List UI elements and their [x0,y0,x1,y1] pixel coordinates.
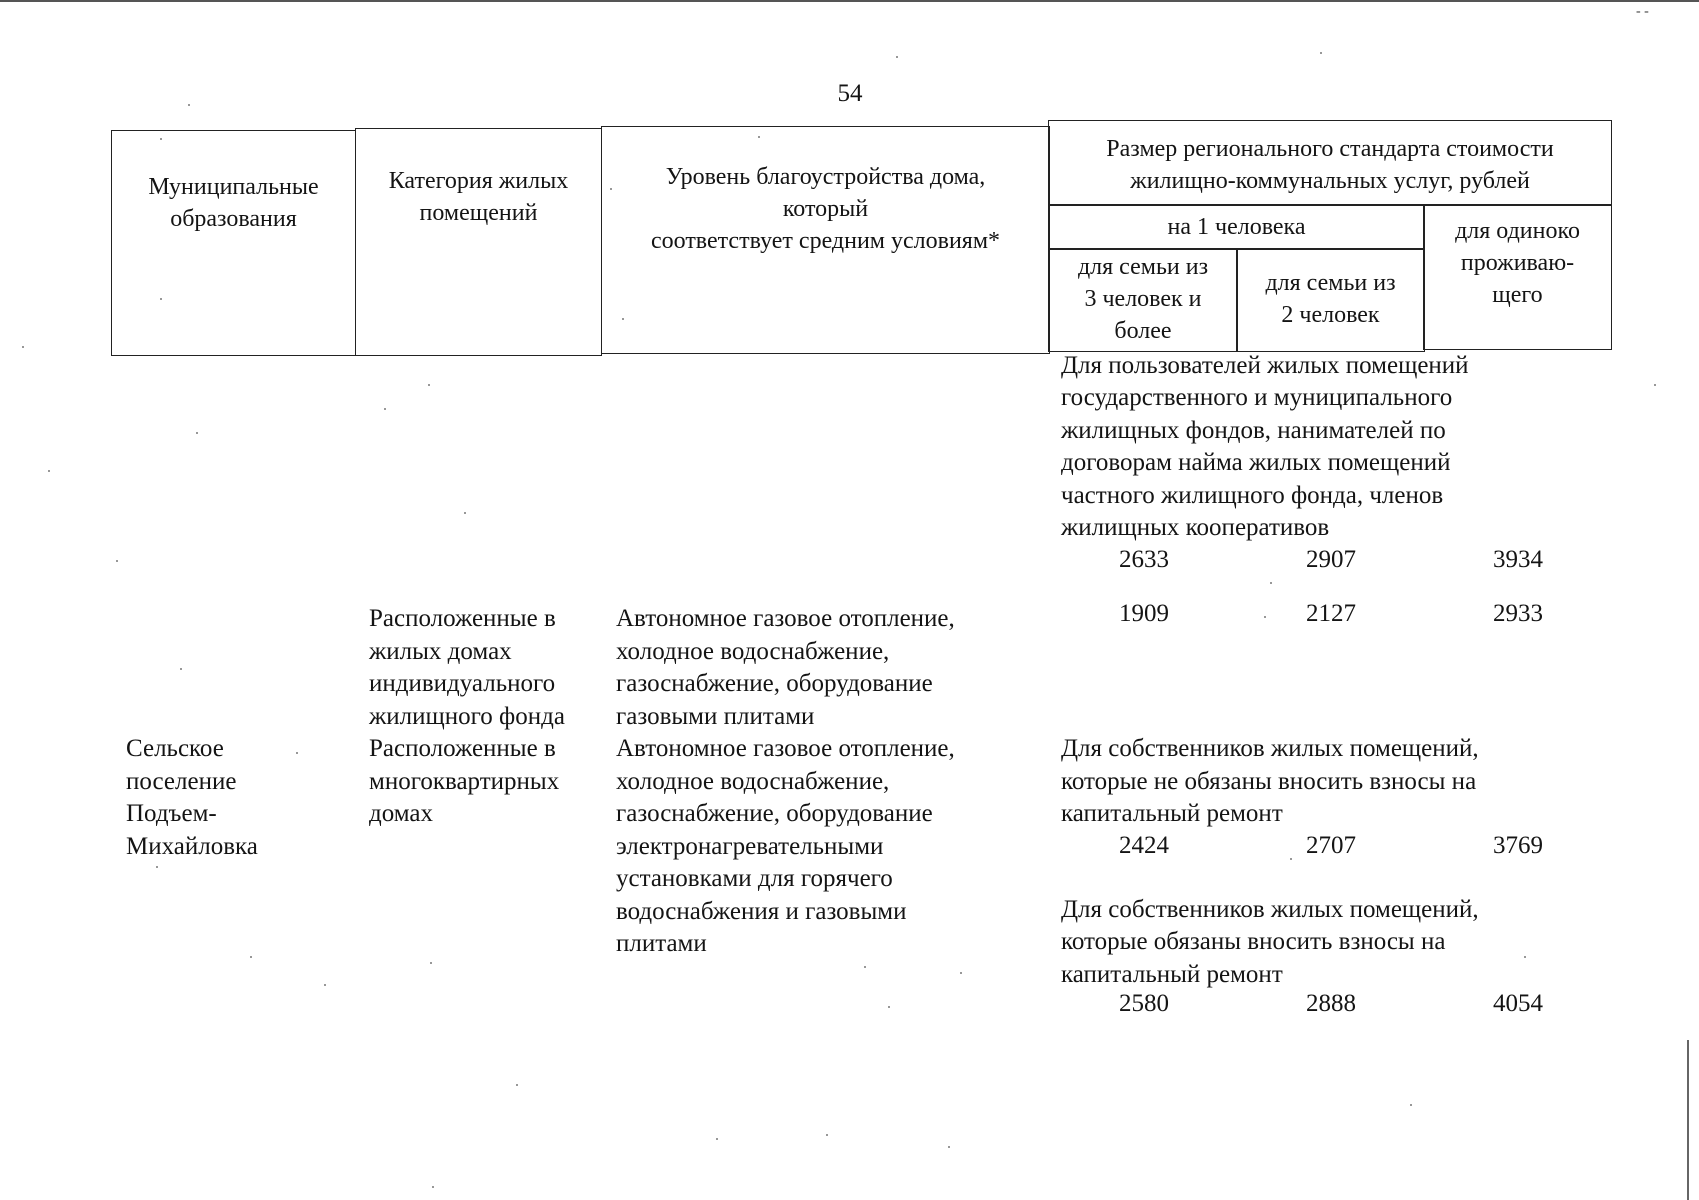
speck [180,668,182,670]
category-line: жилых домах [369,638,512,665]
level-line: водоснабжения и газовыми [616,898,907,925]
caption-line: Для собственников жилых помещений, [1061,735,1479,762]
caption-line: жилищных фондов, нанимателей по [1061,417,1446,444]
caption-line: Для собственников жилых помещений, [1061,896,1479,923]
header-municipal [111,130,356,356]
speck [432,1186,434,1188]
header-family3-line: для семьи из [1077,254,1209,280]
header-category-line: Категория жилых [388,168,569,194]
speck [296,752,298,754]
level-line: холодное водоснабжение, [616,638,890,665]
header-family2 [1236,248,1425,352]
municipality-line: Михайловка [126,833,258,860]
page-number: 54 [837,80,863,107]
header-family2-line: 2 человек [1281,302,1380,328]
caption-line: Для пользователей жилых помещений [1061,352,1469,379]
header-level-line: Уровень благоустройства дома, [665,164,986,190]
level-line: плитами [616,930,707,957]
value-single: 3769 [1493,832,1543,859]
category-line: Расположенные в [369,605,556,632]
value-family2: 2888 [1306,990,1356,1017]
header-level [601,126,1050,354]
header-level-line: который [782,196,869,222]
header-per-person-label: на 1 человека [1167,214,1306,240]
level-line: электронагревательными [616,833,884,860]
speck [160,298,162,300]
speck [48,470,50,472]
header-level-line: соответствует средним условиям* [650,228,1001,254]
page-top-edge [0,0,1699,2]
speck [464,512,466,514]
header-single-line: для одиноко [1455,218,1580,244]
category-line: домах [369,800,433,827]
speck [516,1084,518,1086]
municipality-line: поселение [126,768,237,795]
speck [826,1134,828,1136]
header-municipal-line: Муниципальные [148,174,319,200]
value-single: 4054 [1493,990,1543,1017]
caption-line: которые обязаны вносить взносы на [1061,928,1446,955]
value-family3: 2580 [1119,990,1169,1017]
header-standard-line: Размер регионального стандарта стоимости [1106,136,1554,162]
speck [1410,1104,1412,1106]
speck [156,866,158,868]
speck [160,138,162,140]
speck [622,318,624,320]
header-standard [1048,120,1612,206]
header-category-line: помещений [419,200,538,226]
caption-line: государственного и муниципального [1061,384,1453,411]
caption-line: капитальный ремонт [1061,800,1283,827]
category-line: многоквартирных [369,768,560,795]
speck [1654,384,1656,386]
value-single: 2933 [1493,600,1543,627]
speck [188,104,190,106]
level-line: газовыми плитами [616,703,815,730]
header-family3-line: 3 человек и [1084,286,1202,312]
speck [324,984,326,986]
speck [758,136,760,138]
category-line: Расположенные в [369,735,556,762]
level-line: холодное водоснабжение, [616,768,890,795]
speck [428,384,430,386]
speck [116,560,118,562]
header-single [1423,204,1612,350]
speck [430,962,432,964]
value-family3: 2424 [1119,832,1169,859]
header-per-person [1048,204,1425,250]
level-line: газоснабжение, оборудование [616,670,933,697]
value-family2: 2127 [1306,600,1356,627]
value-family3: 2633 [1119,546,1169,573]
speck [1320,52,1322,54]
speck [384,408,386,410]
speck [22,346,24,348]
speck [716,1138,718,1140]
caption-line: жилищных кооперативов [1061,514,1330,541]
speck [1290,858,1292,860]
speck [948,1146,950,1148]
header-standard-line: жилищно-коммунальных услуг, рублей [1130,168,1530,194]
level-line: Автономное газовое отопление, [616,735,955,762]
header-single-line: щего [1492,282,1543,308]
caption-line: договорам найма жилых помещений [1061,449,1451,476]
caption-line: капитальный ремонт [1061,961,1283,988]
header-single-line: проживаю- [1460,250,1575,276]
level-line: Автономное газовое отопление, [616,605,955,632]
header-family3 [1048,248,1238,352]
speck [896,56,898,58]
speck [864,966,866,968]
value-family2: 2907 [1306,546,1356,573]
value-family3: 1909 [1119,600,1169,627]
speck [960,972,962,974]
speck [888,1006,890,1008]
category-line: жилищного фонда [369,703,565,730]
speck [196,432,198,434]
level-line: установками для горячего [616,865,893,892]
header-family3-line: более [1114,318,1172,344]
value-family2: 2707 [1306,832,1356,859]
page-right-edge [1687,1040,1689,1200]
speck [610,188,612,190]
caption-line: частного жилищного фонда, членов [1061,482,1444,509]
category-line: индивидуального [369,670,556,697]
speck [250,956,252,958]
header-municipal-line: образования [170,206,297,232]
value-single: 3934 [1493,546,1543,573]
header-category [355,128,602,356]
speck [1270,582,1272,584]
level-line: газоснабжение, оборудование [616,800,933,827]
speck [1264,616,1266,618]
corner-mark: - - [1636,4,1649,19]
municipality-line: Сельское [126,735,224,762]
caption-line: которые не обязаны вносить взносы на [1061,768,1477,795]
municipality-line: Подъем- [126,800,217,827]
header-family2-line: для семьи из [1265,270,1396,296]
speck [1524,956,1526,958]
